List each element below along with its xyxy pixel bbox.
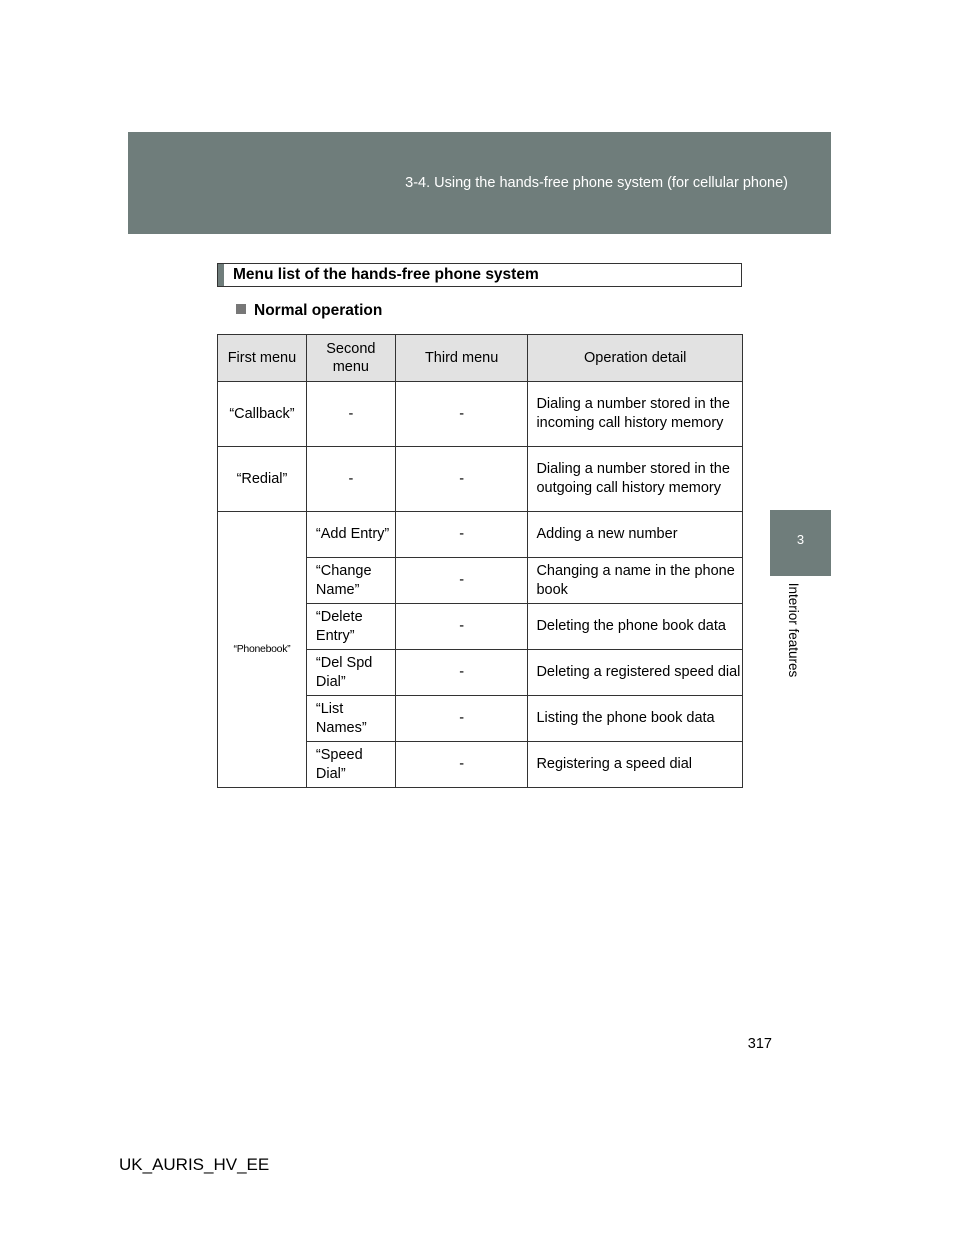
second-menu-cell: “Speed Dial” [306,742,395,788]
table-row [218,382,743,447]
operation-detail-cell: Changing a name in the phone book [528,558,743,604]
header-operation-detail: Operation detail [528,335,743,382]
second-menu-cell: - [306,382,395,447]
second-menu-cell: “Add Entry” [306,512,395,558]
third-menu-cell: - [395,382,528,447]
first-menu-cell: “Callback” [218,382,307,447]
second-menu-cell: “List Names” [306,696,395,742]
operation-detail-cell: Adding a new number [528,512,743,558]
section-title-box [217,263,742,287]
header-first-menu: First menu [218,335,307,382]
operation-detail-cell: Listing the phone book data [528,696,743,742]
second-menu-cell: “Del Spd Dial” [306,650,395,696]
chapter-section-title: 3-4. Using the hands-free phone system (for cellular phone) [405,175,788,191]
first-menu-cell: “Redial” [218,447,307,512]
document-code: UK_AURIS_HV_EE [119,1155,270,1174]
second-menu-cell: - [306,447,395,512]
operation-detail-cell: Dialing a number stored in the incoming call history memory [528,382,743,447]
square-bullet-icon [236,304,246,314]
table-row [218,512,743,558]
third-menu-cell: - [395,512,528,558]
third-menu-cell: - [395,696,528,742]
third-menu-cell: - [395,604,528,650]
operation-detail-cell: Deleting the phone book data [528,604,743,650]
menu-table [217,334,743,788]
third-menu-cell: - [395,742,528,788]
operation-detail-cell: Registering a speed dial [528,742,743,788]
chapter-number: 3 [796,532,805,547]
page-number: 317 [747,1036,772,1052]
second-menu-cell: “Delete Entry” [306,604,395,650]
table-header-row [218,335,743,382]
section-title-accent-bar [218,264,224,286]
third-menu-cell: - [395,650,528,696]
chapter-label: Interior features [786,582,801,678]
table-row [218,447,743,512]
first-menu-cell-phonebook: “Phonebook” [218,512,307,788]
second-menu-cell: “Change Name” [306,558,395,604]
header-second-menu: Second menu [306,335,395,382]
third-menu-cell: - [395,558,528,604]
third-menu-cell: - [395,447,528,512]
section-title: Menu list of the hands-free phone system [233,266,539,283]
subheading-text: Normal operation [254,302,383,319]
subheading [236,302,382,320]
operation-detail-cell: Dialing a number stored in the outgoing call history memory [528,447,743,512]
header-third-menu: Third menu [395,335,528,382]
operation-detail-cell: Deleting a registered speed dial [528,650,743,696]
